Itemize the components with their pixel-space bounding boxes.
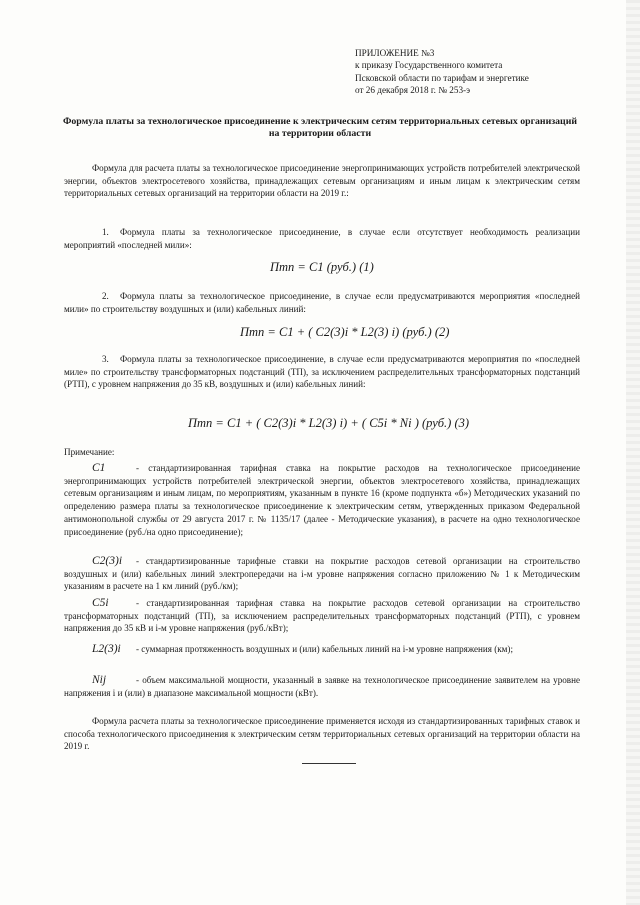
formula-1: Птп = С1 (руб.) (1): [270, 260, 374, 274]
intro-paragraph: [64, 162, 580, 200]
scan-edge: [626, 0, 640, 905]
item-2-text: Формула платы за технологическое присоединение, в случае если предусматриваются мероприятия «последней мили» по строительству воздушных и (или) кабельных линий:: [64, 291, 580, 314]
definition-l2: [64, 643, 580, 656]
item-2: [64, 290, 580, 315]
formula-3: Птп = С1 + ( С2(3)i * L2(3) i) + ( С5i * Ni ) (руб.) (3): [188, 416, 470, 430]
appendix-order: к приказу Государственного комитета: [355, 60, 503, 71]
item-3-text: Формула платы за технологическое присоединение, в случае если предусматриваются мероприятия по «последней миле» по строительству трансформаторных подстанций (ТП), за исключением распределительных трансформаторных подстанций (РТП), с уровнем напряжения до 35 кВ, воздушных и (или) кабельных линий:: [64, 354, 580, 390]
item-2-number: 2.: [102, 291, 109, 301]
appendix-date: от 26 декабря 2018 г. № 253-э: [355, 84, 471, 95]
item-1-text: Формула платы за технологическое присоединение, в случае если отсутствует необходимость реализации мероприятий «последней мили»:: [64, 227, 580, 250]
symbol-c2: C2(3)i: [92, 555, 123, 567]
definition-l2-text: - суммарная протяженность воздушных и (или) кабельных линий на i-м уровне напряжения (км);: [136, 644, 513, 654]
definition-n-text: - объем максимальной мощности, указанный в заявке на технологическое присоединение заявителем на уровне напряжения i и (или) в диапазоне максимальной мощности (кВт).: [64, 675, 580, 698]
intro-text: Формула для расчета платы за технологическое присоединение энергопринимающих устройств потребителей электрической энергии, объектов электросетевого хозяйства, принадлежащих сетевым организациям и иным лицам к электрическим сетям территориальных сетевых организаций на территории области на 2019 г.:: [64, 163, 580, 199]
symbol-c1: C1: [92, 462, 106, 474]
definition-c1-text: - стандартизированная тарифная ставка на покрытие расходов на технологическое присоединение энергопринимающих устройств потребителей электрической энергии, объектов электросетевого хозяйства, принадлежащих сетевым организациям и иным лицам, по мероприятиям, указанным в пункте 16 (кроме подпункта «б») Методических указаний по определению размера платы за технологическое присоединение к электрическим сетям, утвержденных приказом Федеральной антимонопольной службы от 29 августа 2017 г. № 1135/17 (далее - Методические указания), в расчете на одно технологическое присоединение (руб./на одно присоединение);: [64, 463, 580, 537]
definition-c5-text: - стандартизированная тарифная ставка на покрытие расходов сетевой организации на строительство трансформаторных подстанций (ТП), за исключением распределительных трансформаторных подстанций (РТП), с уровнем напряжения до 35 кВ и i-м уровне напряжения (руб./кВт);: [64, 598, 580, 634]
item-1: [64, 226, 580, 251]
definition-n: [64, 674, 580, 699]
document-title: Формула платы за технологическое присоединение к электрическим сетям территориальных сетевых организаций на территории области: [62, 116, 577, 140]
definition-c2: [64, 555, 580, 593]
symbol-c5: C5i: [92, 597, 109, 609]
definition-c1: [64, 462, 580, 538]
definition-c2-text: - стандартизированные тарифные ставки на покрытие расходов сетевой организации на строительство воздушных и (или) кабельных линий электропередачи на i-м уровне напряжения согласно приложению № 1 к Методическим указаниям в расчете на 1 км линий (руб./км);: [64, 556, 580, 592]
note-heading: Примечание:: [64, 447, 115, 457]
formula-2: Птп = С1 + ( С2(3)i * L2(3) i) (руб.) (2): [240, 325, 450, 339]
appendix-region: Псковской области по тарифам и энергетике: [355, 72, 529, 83]
appendix-header: [355, 47, 529, 96]
appendix-label: ПРИЛОЖЕНИЕ №3: [355, 48, 435, 58]
closing-text: Формула расчета платы за технологическое присоединение применяется исходя из стандартизированных тарифных ставок и способа технологического присоединения к электрическим сетям территориальных сетевых организаций на территории области на 2019 г.: [64, 716, 580, 752]
symbol-n: Nij: [92, 674, 107, 686]
symbol-l2: L2(3)i: [92, 643, 121, 655]
item-1-number: 1.: [102, 227, 109, 237]
closing-paragraph: [64, 715, 580, 753]
definition-c5: [64, 597, 580, 635]
item-3-number: 3.: [102, 354, 109, 364]
end-rule: [302, 763, 356, 764]
item-3: [64, 353, 580, 391]
